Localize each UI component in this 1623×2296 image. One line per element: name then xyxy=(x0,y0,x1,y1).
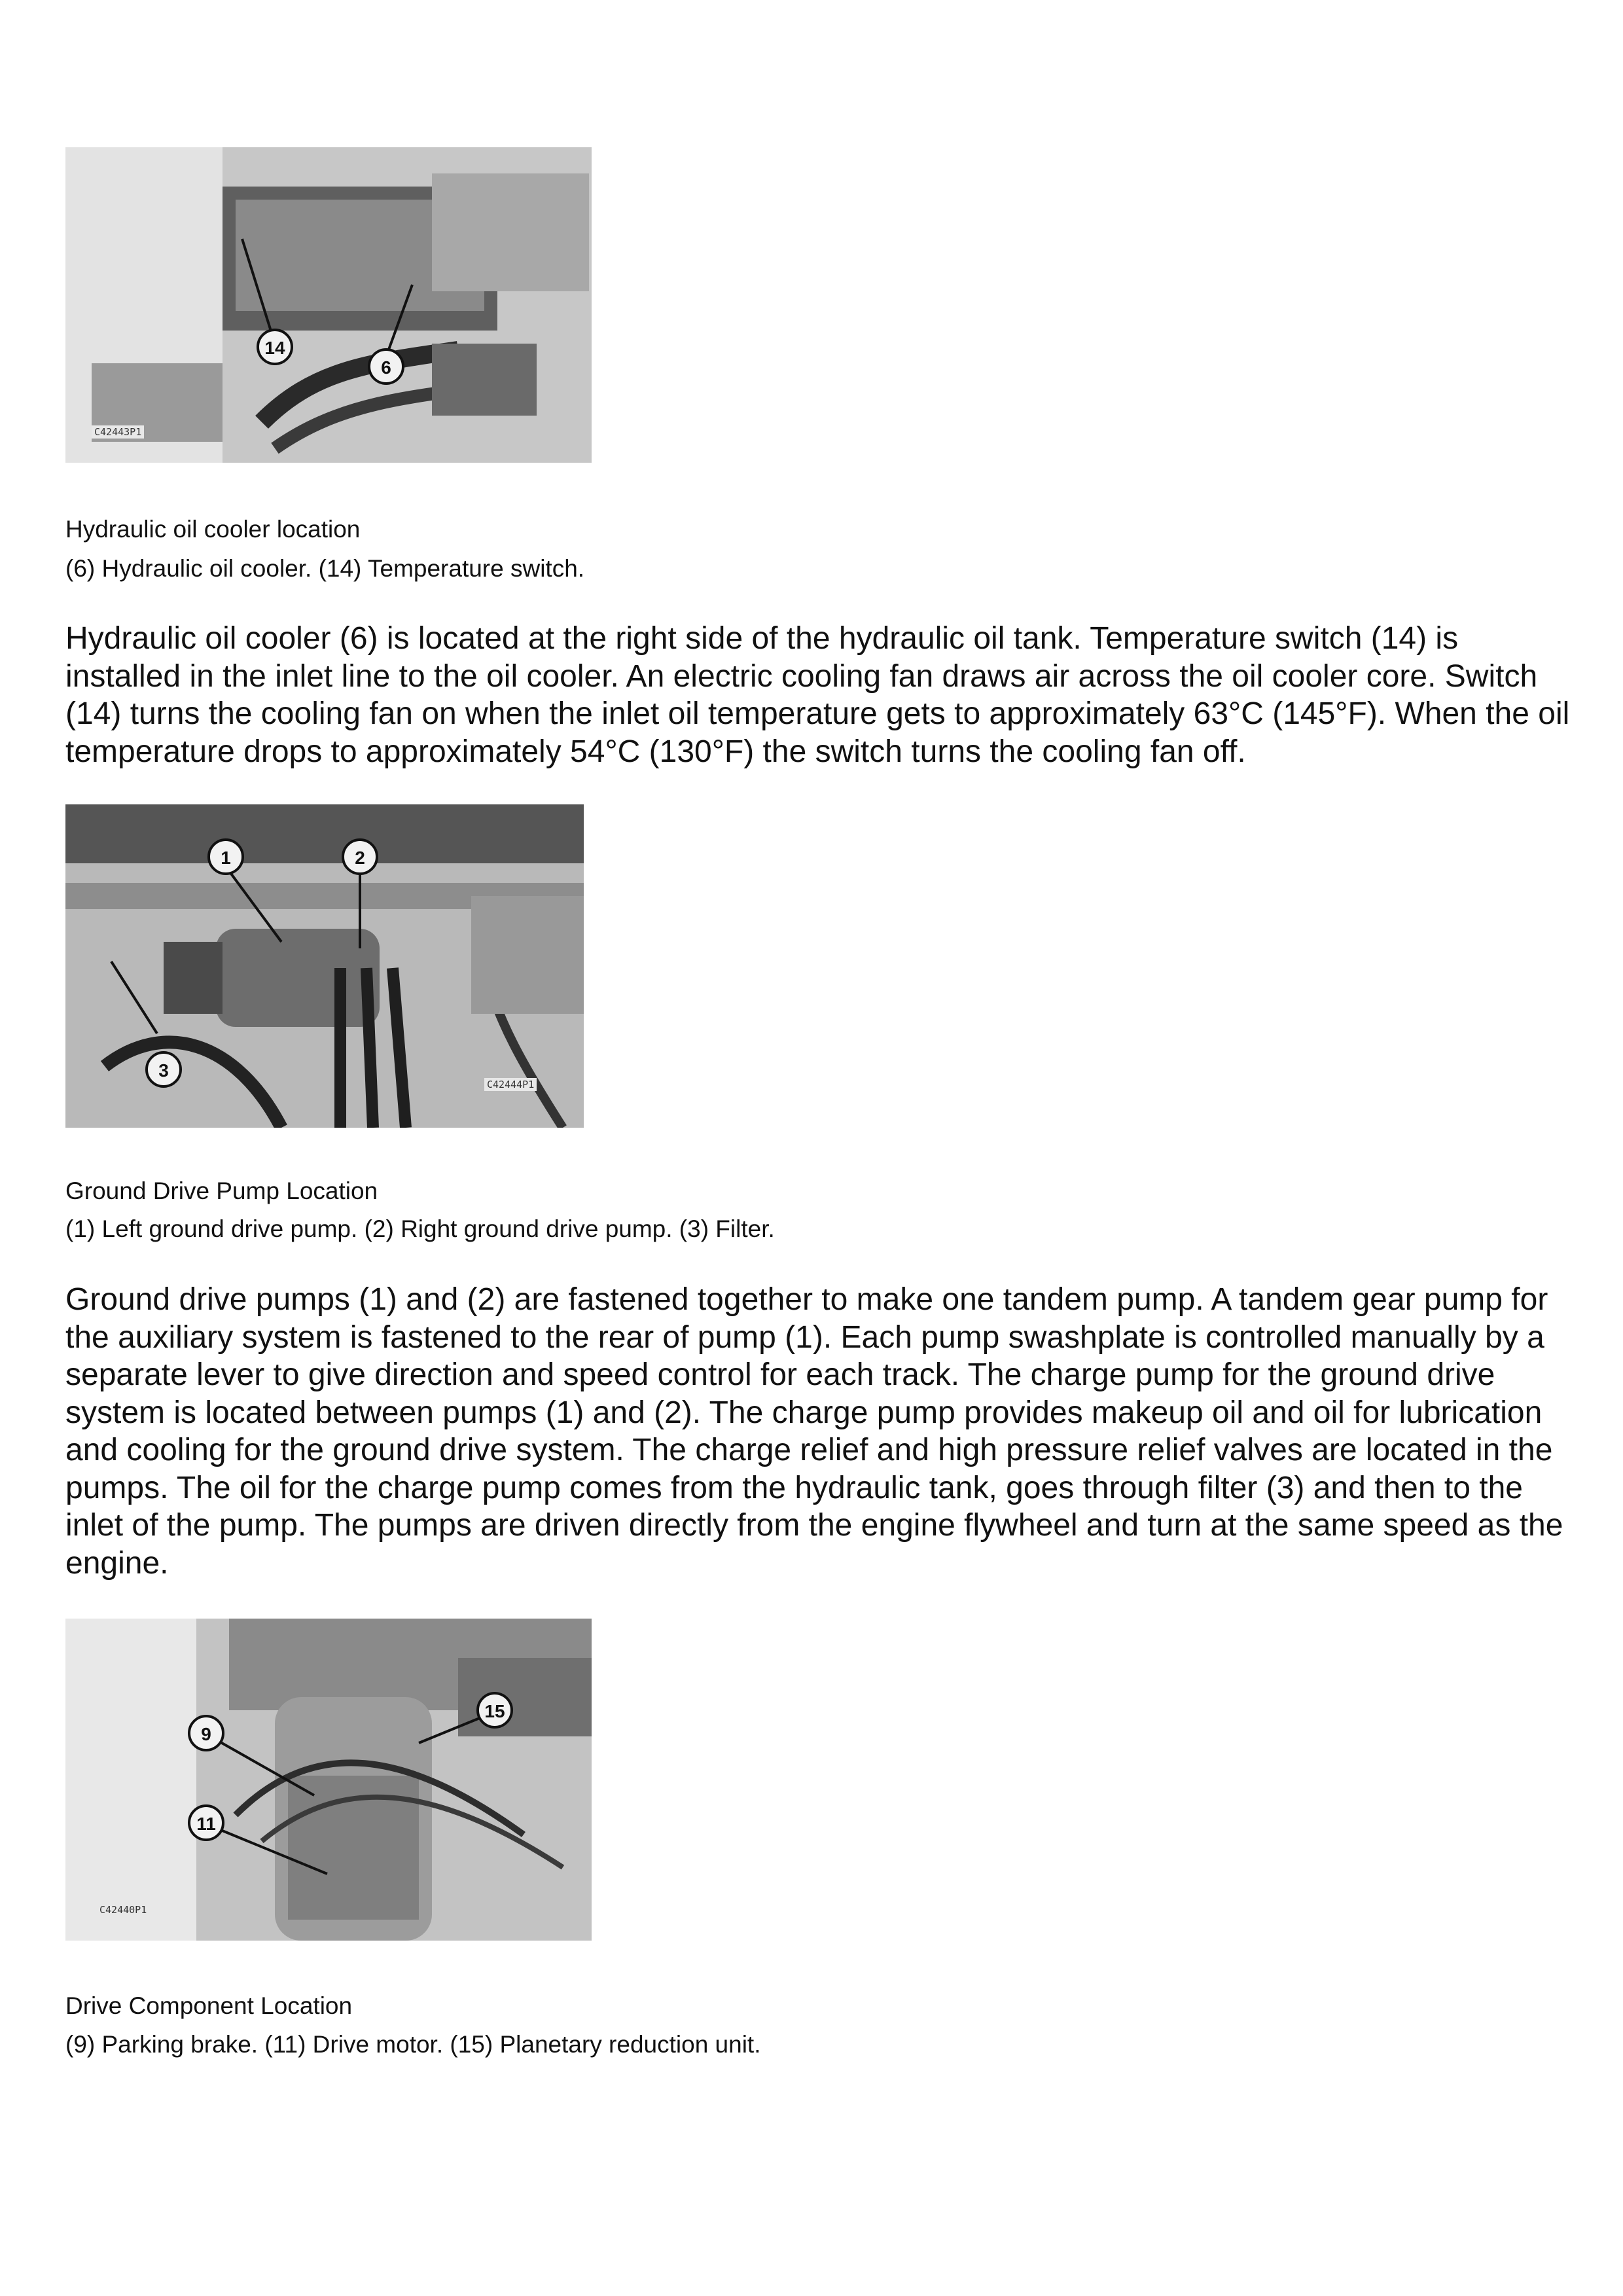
figure-caption-title: Ground Drive Pump Location xyxy=(65,1177,378,1204)
figure-caption-desc: (9) Parking brake. (11) Drive motor. (15) Planetary reduction unit. xyxy=(65,2031,761,2058)
photo-illustration xyxy=(65,1619,592,1941)
callout-2-label: 2 xyxy=(355,848,365,868)
drive-component-photo xyxy=(65,1619,592,1941)
photo-code: C42440P1 xyxy=(97,1903,149,1916)
figure-caption-title: Hydraulic oil cooler location xyxy=(65,516,361,543)
photo-illustration xyxy=(65,147,592,463)
callout-6-label: 6 xyxy=(381,357,391,378)
figure-caption-desc: (1) Left ground drive pump. (2) Right ground drive pump. (3) Filter. xyxy=(65,1215,775,1242)
figure-caption-desc: (6) Hydraulic oil cooler. (14) Temperature switch. xyxy=(65,555,585,582)
callout-15-label: 15 xyxy=(484,1701,505,1721)
photo-code: C42444P1 xyxy=(484,1078,537,1091)
callout-1-label: 1 xyxy=(221,848,231,868)
callout-11-label: 11 xyxy=(196,1814,216,1834)
photo-code: C42443P1 xyxy=(92,425,144,439)
figure-caption-title: Drive Component Location xyxy=(65,1992,353,2019)
body-paragraph: Hydraulic oil cooler (6) is located at the right side of the hydraulic oil tank. Temperature switch (14) is installed in the inlet line to the oil cooler. An electric cooling fan draws air across the oil cooler core. Switch (14) turns the cooling fan on when the inlet oil temperature gets to approximately 63°C (145°F). When the oil temperature drops to approximately 54°C (130°F) the switch turns the cooling fan off. xyxy=(65,621,1570,769)
hydraulic-oil-cooler-photo xyxy=(65,147,592,463)
callout-9-label: 9 xyxy=(201,1724,211,1744)
callout-14-label: 14 xyxy=(264,338,285,358)
body-paragraph: Ground drive pumps (1) and (2) are fastened together to make one tandem pump. A tandem gear pump for the auxiliary system is fastened to the rear of pump (1). Each pump swashplate is controlled manually by a separate lever to give direction and speed control for each track. The charge pump for the ground drive system is located between pumps (1) and (2). The charge pump provides makeup oil and oil for lubrication and cooling for the ground drive system. The charge relief and high pressure relief valves are located in the pumps. The oil for the charge pump comes from the hydraulic tank, goes through filter (3) and then to the inlet of the pump. The pumps are driven directly from the engine flywheel and turn at the same speed as the engine. xyxy=(65,1282,1563,1581)
callout-3-label: 3 xyxy=(158,1060,169,1081)
ground-drive-pump-photo xyxy=(65,804,584,1128)
